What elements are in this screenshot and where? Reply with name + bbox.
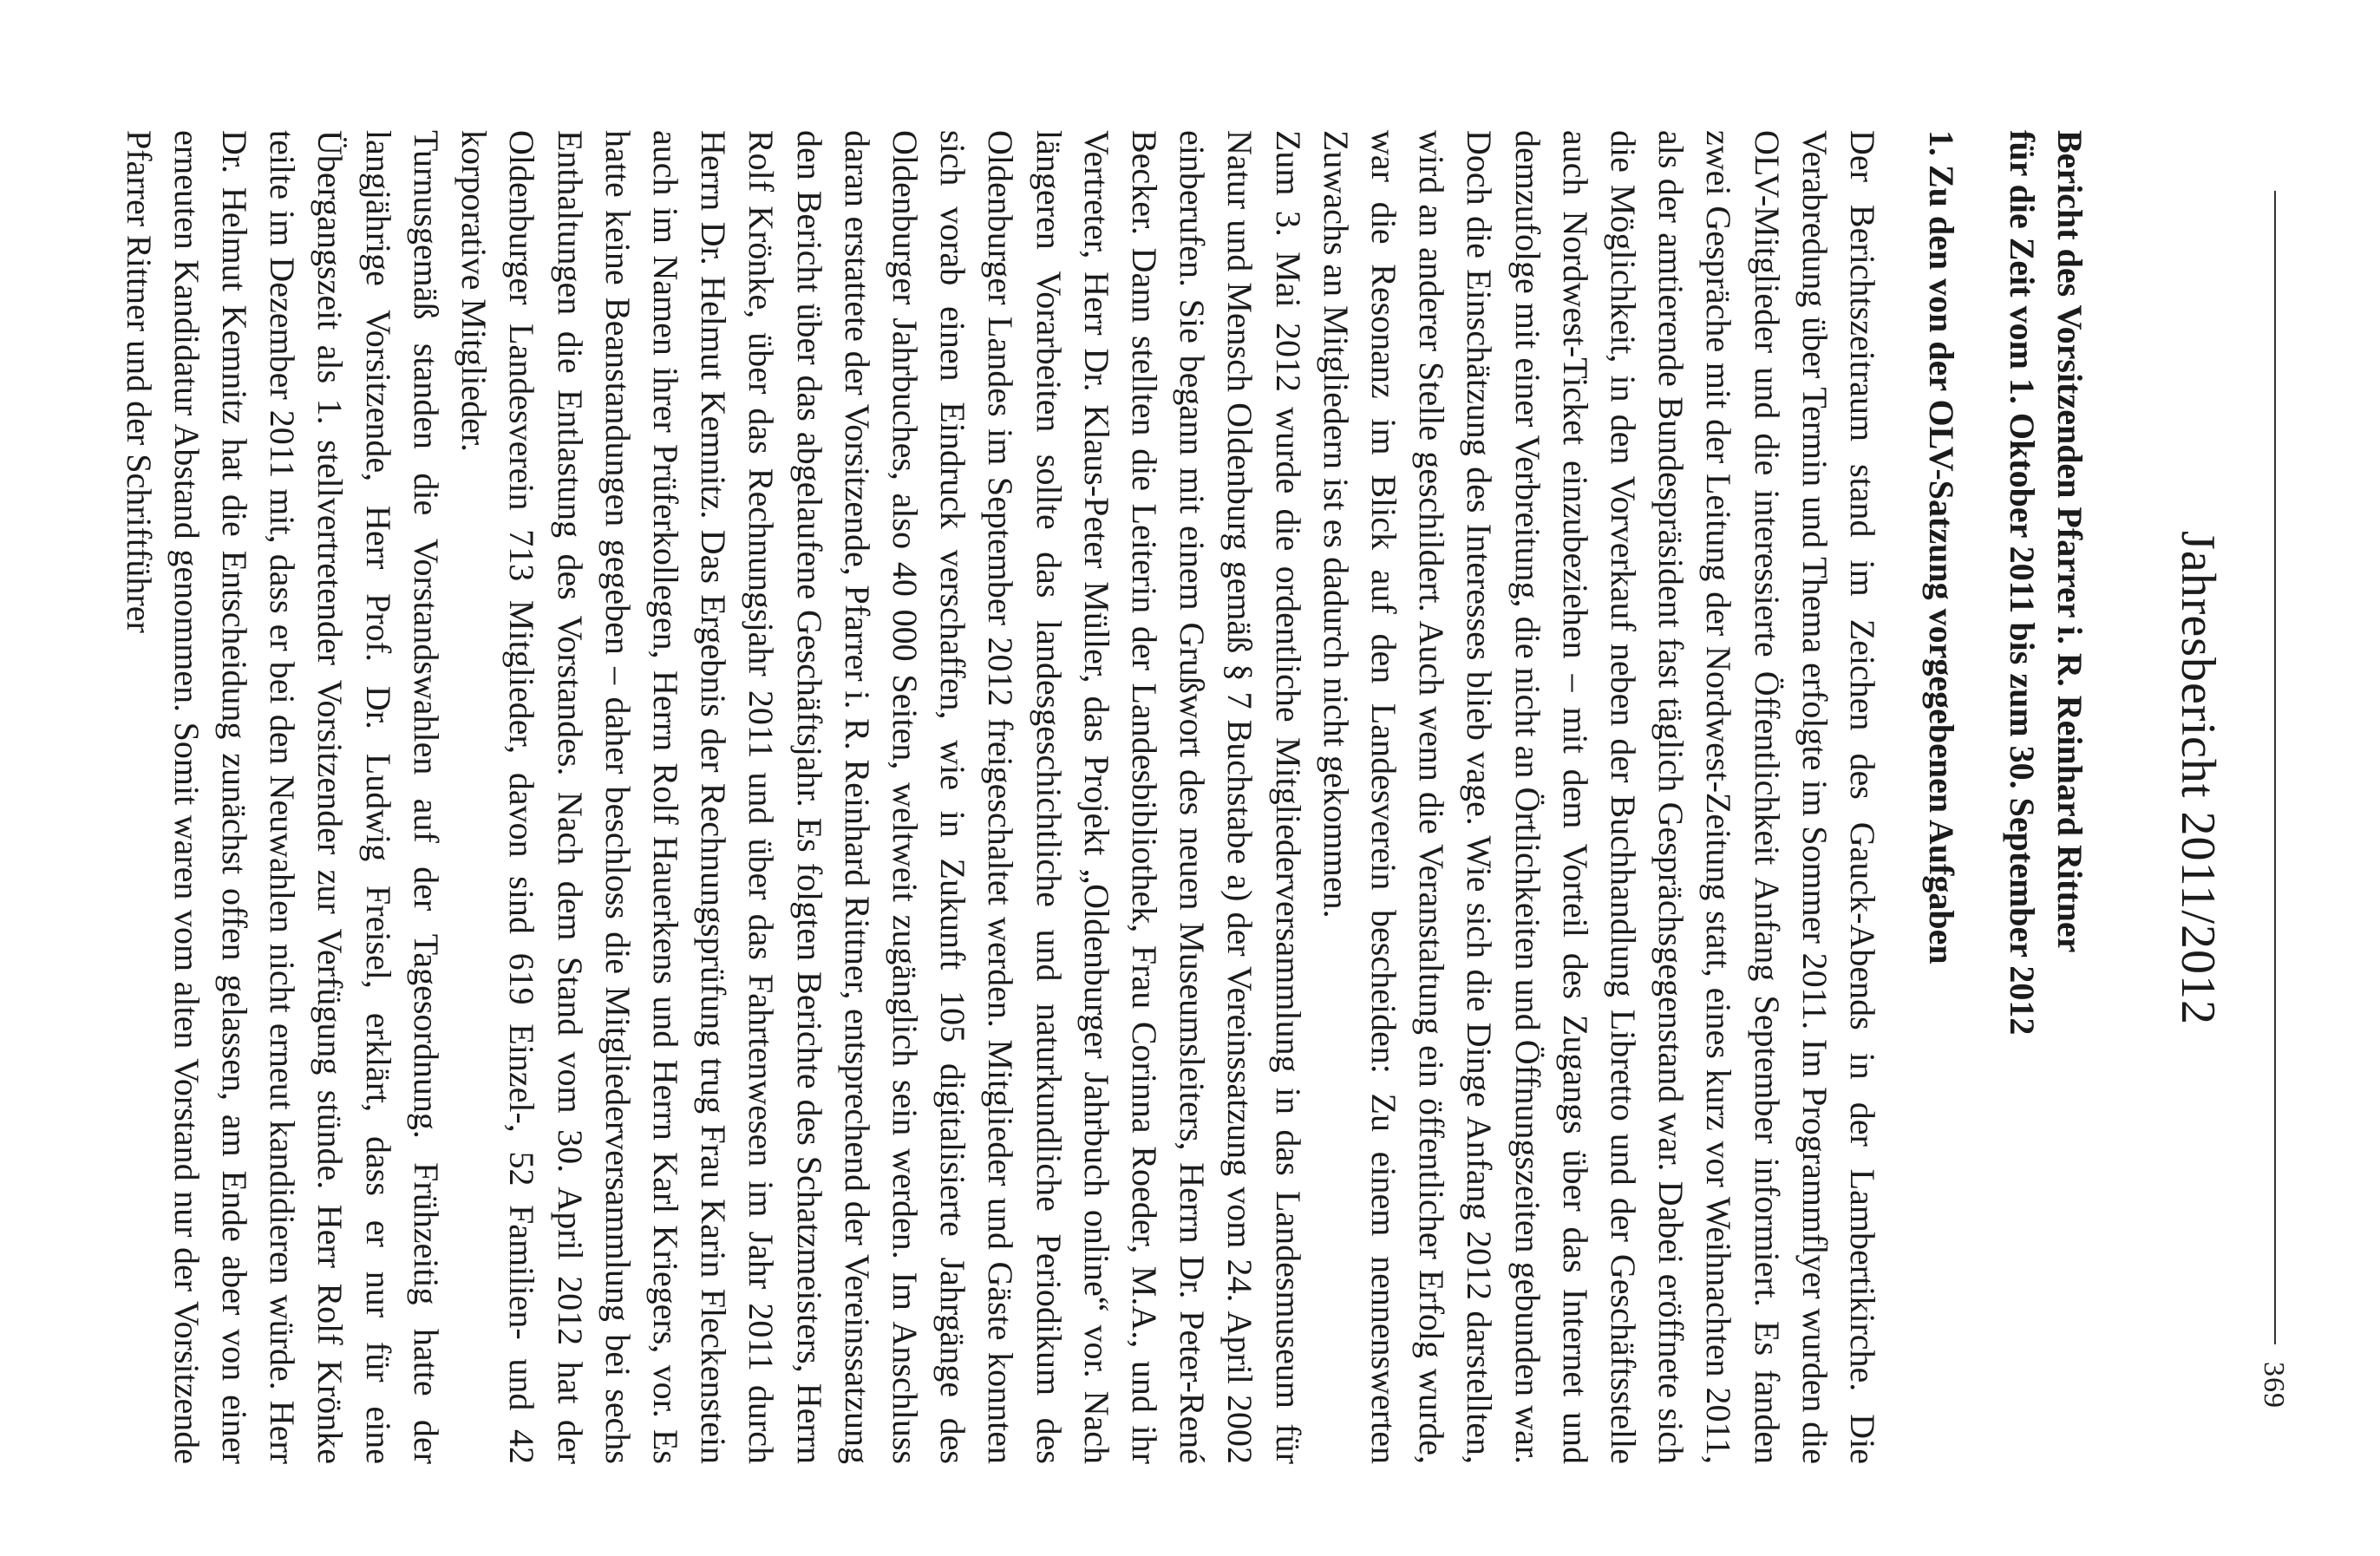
paragraph-general-assembly: Zum 3. Mai 2012 wurde die ordentliche Mitgliederversammlung in das Landesmuseum für Natur und Mensch Oldenburg gemäß § 7 Buchstabe a) der Vereinssatzung vom 24. April 2002 einberufen. Sie begann mit einem Grußwort des neuen Museumsleiters, Herrn Dr. Peter-René Becker. Dann stellten die Leiterin der Landesbibliothek, Frau Corinna Roeder, M.A., und ihr Vertreter, Herr Dr. Klaus-Peter Müller, das Projekt „Oldenburger Jahrbuch online“ vor. Nach längeren Vorarbeiten sollte das landesgeschichtliche und naturkundliche Periodikum des Oldenburger Landes im September 2012 freigeschaltet werden. Mitglieder und Gäste konnten sich vorab einen Eindruck verschaffen, wie in Zukunft 105 digitalisierte Jahrgänge des Oldenburger Jahrbuches, also 40 000 Seiten, weltweit zugänglich sein werden. Im Anschluss daran erstattete der Vorsitzende, Pfarrer i. R. Reinhard Rittner, entsprechend der Vereinssatzung den Bericht über das abgelaufene Geschäftsjahr. Es folgten Berichte des Schatzmeisters, Herrn Rolf Krönke, über das Rechnungsjahr 2011 und über das Fahrtenwesen im Jahr 2011 durch Herrn Dr. Helmut Kemnitz. Das Ergebnis der Rechnungsprüfung trug Frau Karin Fleckenstein auch im Namen ihrer Prüferkollegen, Herrn Rolf Hauerkens und Herrn Karl Kriegers, vor. Es hatte keine Beanstandungen gegeben – daher beschloss die Mitgliederversammlung bei sechs Enthaltungen die Entlastung des Vorstandes. Nach dem Stand vom 30. April 2012 hat der Oldenburger Landesverein 713 Mitglieder, davon sind 619 Einzel-, 52 Familien- und 42 korporative Mitglieder. — [454, 130, 1308, 1464]
section-heading: 1. Zu den von der OLV-Satzung vorgegebenen Aufgaben — [1922, 130, 1961, 964]
report-subtitle-line-2: für die Zeit vom 1. Oktober 2011 bis zum 30. September 2012 — [2003, 130, 2042, 1036]
page-title: Jahresbericht 2011/2012 — [2171, 531, 2225, 1025]
header-rule — [2274, 191, 2276, 1344]
report-body — [114, 130, 2094, 1464]
paragraph-board-elections: Turnusgemäß standen die Vorstandswahlen auf der Tagesordnung. Frühzeitig hatte der langjährige Vorsitzende, Herr Prof. Dr. Ludwig Freisel, erklärt, dass er nur für eine Übergangszeit als 1. stellvertretender Vorsitzender zur Verfügung stünde. Herr Rolf Krönke teilte im Dezember 2011 mit, dass er bei den Neuwahlen nicht erneut kandidieren würde. Herr Dr. Helmut Kemnitz hat die Entscheidung zunächst offen gelassen, am Ende aber von einer erneuten Kandidatur Abstand genommen. Somit waren vom alten Vorstand nur der Vorsitzende Pfarrer Rittner und der Schriftführer — [119, 130, 446, 1464]
page-number: 369 — [2258, 1362, 2290, 1409]
paragraph-gauck-evening: Der Berichtszeitraum stand im Zeichen des Gauck-Abends in der Lambertikirche. Die Verabredung über Termin und Thema erfolgte im Sommer 2011. Im Programmflyer wurden die OLV-Mitglieder und die interessierte Öffentlichkeit Anfang September informiert. Es fanden zwei Gespräche mit der Leitung der Nordwest-Zeitung statt, eines kurz vor Weihnachten 2011, als der amtierende Bundespräsident fast täglich Gesprächsgegenstand war. Dabei eröffnete sich die Möglichkeit, in den Vorverkauf neben der Buchhandlung Libretto und der Geschäftsstelle auch Nordwest-Ticket einzubeziehen – mit dem Vorteil des Zugangs über das Internet und demzufolge mit einer Verbreitung, die nicht an Örtlichkeiten und Öffnungszeiten gebunden war. Doch die Einschätzung des Interesses blieb vage. Wie sich die Dinge Anfang 2012 darstellten, wird an anderer Stelle geschildert. Auch wenn die Veranstaltung ein öffentlicher Erfolg wurde, war die Resonanz im Blick auf den Landesverein bescheiden: Zu einem nennenswerten Zuwachs an Mitgliedern ist es dadurch nicht gekommen. — [1316, 130, 1882, 1464]
report-subtitle — [1998, 130, 2094, 1464]
report-subtitle-line-1: Bericht des Vorsitzenden Pfarrer i. R. Reinhard Rittner — [2050, 130, 2089, 953]
